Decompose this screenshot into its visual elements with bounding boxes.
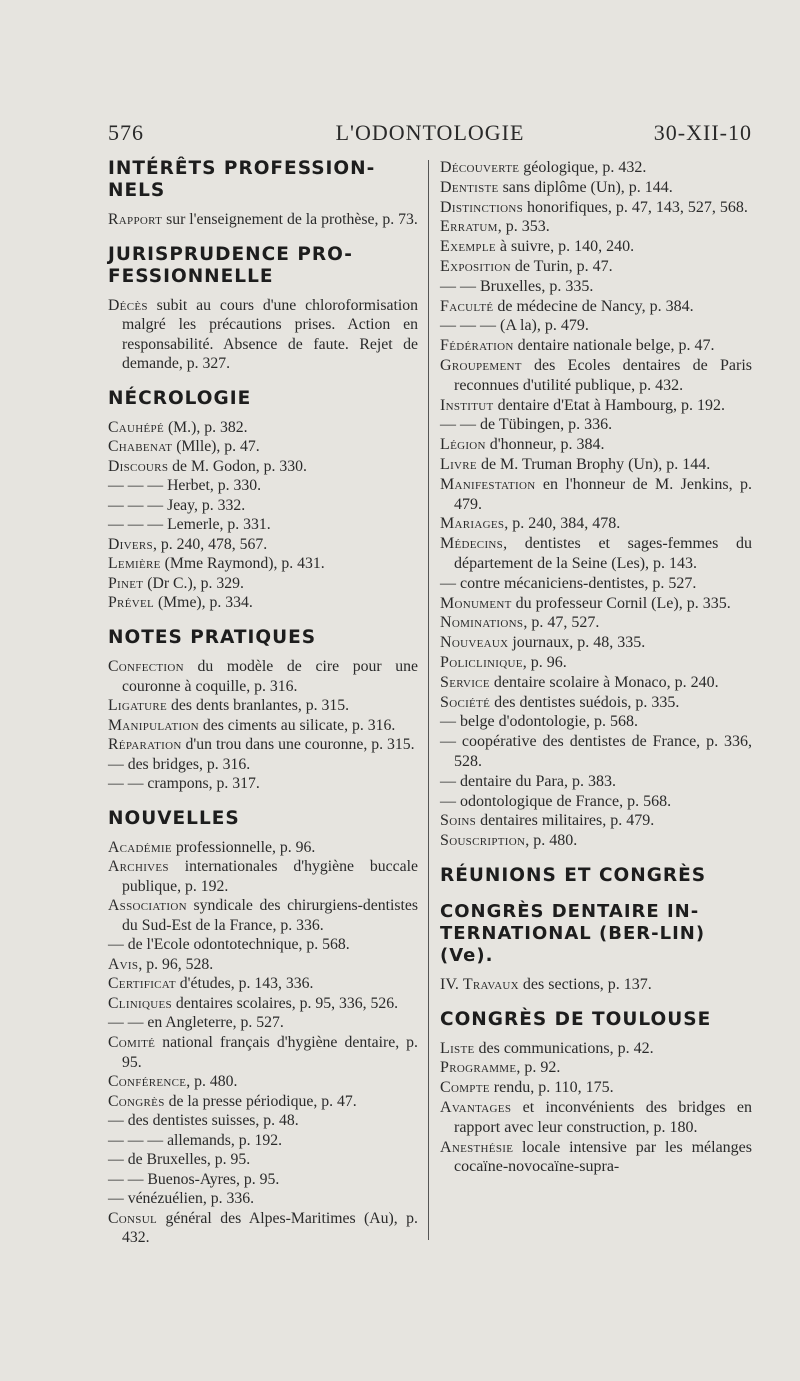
section-heading: NÉCROLOGIE (108, 387, 252, 409)
index-entry (108, 496, 418, 516)
index-entry (440, 198, 752, 218)
entry-text: , p. 353. (497, 218, 550, 236)
entry-keyword: Manipulation (108, 716, 199, 734)
index-entry (108, 418, 418, 438)
entry-keyword: Compte (440, 1079, 490, 1097)
entry-text: — — crampons, p. 317. (108, 775, 260, 793)
index-entry (440, 415, 752, 435)
entry-text: dentaires militaires, p. 479. (476, 812, 655, 830)
index-entry (440, 975, 752, 995)
entry-keyword: Réparation (108, 736, 182, 754)
entry-keyword: Exposition (440, 257, 511, 275)
index-entry (440, 653, 752, 673)
index-entry (440, 455, 752, 475)
entry-text: — — — allemands, p. 192. (108, 1131, 283, 1149)
index-entry (108, 296, 418, 374)
entry-text: des communications, p. 42. (474, 1039, 654, 1057)
entry-keyword: Souscription (440, 832, 526, 850)
entry-keyword: Service (440, 673, 490, 691)
section-heading: RÉUNIONS ET CONGRÈS (440, 864, 707, 886)
entry-text: (Mme Raymond), p. 431. (160, 555, 325, 573)
entry-text: des dents branlantes, p. 315. (167, 697, 350, 715)
entry-keyword: Rapport (108, 211, 163, 228)
index-entry (440, 257, 752, 277)
index-entry (108, 896, 418, 935)
entry-keyword: Lemière (108, 555, 161, 573)
index-entry (108, 437, 418, 457)
entry-text: — — Buenos-Ayres, p. 95. (108, 1170, 280, 1188)
index-entry (440, 514, 752, 534)
entry-text: des dentistes suédois, p. 335. (490, 693, 680, 711)
entry-keyword: Faculté (440, 297, 494, 315)
index-entry (440, 613, 752, 633)
index-entry (108, 593, 418, 613)
index-entry (108, 774, 418, 794)
entry-keyword: Programme (440, 1059, 517, 1077)
index-entry (440, 1058, 752, 1078)
index-entry (108, 515, 418, 535)
entry-text: dentaires scolaires, p. 95, 336, 526. (171, 994, 399, 1012)
entry-text: en l'honneur de M. Jenkins, p. 479. (454, 475, 752, 513)
entry-keyword: Groupement (440, 356, 522, 374)
entry-text: de la presse périodique, p. 47. (164, 1092, 357, 1110)
entry-keyword: Prével (108, 594, 154, 612)
entry-text: d'un trou dans une couronne, p. 315. (181, 736, 415, 754)
entry-text: — odontologique de France, p. 568. (440, 792, 672, 810)
index-entry (108, 1209, 418, 1248)
entry-keyword: Fédération (440, 337, 514, 355)
index-entry (108, 476, 418, 496)
index-entry (108, 1092, 418, 1112)
entry-text: , p. 240, 478, 567. (152, 535, 268, 553)
entry-text: rendu, p. 110, 175. (489, 1079, 614, 1097)
index-entry (440, 831, 752, 851)
entry-text: général des Alpes-Maritimes (Au), p. 432. (122, 1209, 418, 1247)
index-entry (108, 755, 418, 775)
entry-keyword: Association (108, 897, 187, 915)
entry-text: — — Bruxelles, p. 335. (440, 277, 594, 295)
entry-keyword: Monument (440, 594, 512, 612)
section-heading: CONGRÈS DE TOULOUSE (440, 1008, 712, 1030)
entry-text: , p. 480. (525, 832, 578, 850)
entry-keyword: Exemple (440, 238, 496, 256)
index-entry (108, 1013, 418, 1033)
entry-keyword: Cliniques (108, 994, 172, 1012)
section-heading: NOTES PRATIQUES (108, 626, 317, 648)
entry-keyword: Découverte (440, 159, 520, 176)
index-entry (440, 475, 752, 515)
entry-keyword: Travaux (462, 975, 519, 993)
entry-keyword: Consul (108, 1209, 157, 1227)
index-entry (108, 554, 418, 574)
entry-text: locale intensive par les mélanges cocaïne-novocaïne-supra- (454, 1138, 752, 1176)
index-entry (108, 857, 418, 896)
entry-text: , p. 96, 528. (138, 955, 214, 973)
index-entry (108, 1033, 418, 1072)
index-entry (440, 574, 752, 594)
index-entry (440, 158, 752, 178)
entry-text: — dentaire du Para, p. 383. (440, 772, 616, 790)
index-entry (108, 955, 418, 975)
column-divider (428, 160, 429, 1240)
entry-text: sans diplôme (Un), p. 144. (498, 178, 673, 196)
index-entry (108, 838, 418, 858)
entry-text: — — — (A la), p. 479. (440, 317, 589, 335)
index-entry (440, 336, 752, 356)
entry-keyword: Distinctions (440, 198, 523, 216)
entry-text: sur l'enseignement de la prothèse, p. 73. (162, 211, 418, 228)
entry-keyword: Ligature (108, 697, 168, 715)
index-entry (440, 1078, 752, 1098)
index-entry (440, 673, 752, 693)
index-entry (108, 1150, 418, 1170)
index-entry (108, 716, 418, 736)
entry-keyword: Avantages (440, 1099, 512, 1117)
entry-keyword: Manifestation (440, 475, 536, 493)
index-entry (440, 1098, 752, 1138)
index-entry (440, 772, 752, 792)
index-entry (108, 574, 418, 594)
entry-keyword: Anesthésie (440, 1138, 514, 1156)
index-entry (108, 535, 418, 555)
entry-keyword: Liste (440, 1039, 475, 1057)
entry-text: subit au cours d'une chloroformisation malgré les précautions prises. Action en responsabilité. Absence de faute. Rejet de demande, p. 327. (122, 296, 418, 373)
entry-keyword: Médecins (440, 535, 504, 553)
entry-text: des ciments au silicate, p. 316. (198, 716, 396, 734)
entry-text: , p. 240, 384, 478. (504, 515, 621, 533)
index-entry (440, 792, 752, 812)
entry-text: d'honneur, p. 384. (485, 436, 605, 454)
index-entry (108, 1131, 418, 1151)
entry-text: journaux, p. 48, 335. (508, 634, 646, 652)
entry-text: IV. (440, 975, 463, 993)
entry-text: — coopérative des dentistes de France, p. 336, 528. (440, 733, 752, 770)
entry-text: , p. 47, 527. (523, 614, 600, 632)
entry-text: — — — Herbet, p. 330. (108, 477, 262, 495)
index-entry (440, 732, 752, 772)
entry-keyword: Légion (440, 436, 486, 454)
entry-text: — vénézuélien, p. 336. (108, 1190, 255, 1208)
index-entry (440, 316, 752, 336)
entry-keyword: Livre (440, 455, 477, 473)
entry-text: (Mme), p. 334. (154, 594, 253, 612)
entry-text: professionnelle, p. 96. (171, 838, 316, 856)
entry-keyword: Cauhépé (108, 418, 164, 436)
index-entry (440, 217, 752, 237)
entry-text: , p. 480. (186, 1073, 238, 1091)
issue-date: 30-XII-10 (653, 120, 752, 145)
entry-text: du modèle de cire pour une couronne à coquille, p. 316. (122, 657, 418, 695)
entry-text: — de Bruxelles, p. 95. (108, 1151, 251, 1169)
entry-text: des Ecoles dentaires de Paris reconnues d'utilité publique, p. 432. (454, 356, 752, 394)
entry-text: — — en Angleterre, p. 527. (108, 1014, 284, 1032)
page-number: 576 (108, 120, 144, 145)
entry-text: dentaire scolaire à Monaco, p. 240. (489, 673, 719, 691)
entry-text: — des bridges, p. 316. (108, 755, 251, 773)
entry-keyword: Certificat (108, 975, 176, 993)
entry-text: des sections, p. 137. (518, 975, 652, 993)
running-header (108, 120, 752, 148)
entry-text: d'études, p. 143, 336. (175, 975, 314, 993)
entry-keyword: Dentiste (440, 178, 499, 196)
entry-keyword: Chabenat (108, 438, 173, 456)
entry-keyword: Société (440, 693, 491, 711)
entry-text: de médecine de Nancy, p. 384. (493, 297, 694, 315)
entry-keyword: Avis (108, 955, 139, 973)
entry-text: du professeur Cornil (Le), p. 335. (511, 594, 731, 612)
entry-keyword: Congrès (108, 1092, 165, 1110)
index-entry (108, 696, 418, 716)
entry-text: — des dentistes suisses, p. 48. (108, 1112, 299, 1130)
entry-keyword: Discours (108, 457, 169, 475)
entry-keyword: Policlinique (440, 653, 523, 671)
entry-text: à suivre, p. 140, 240. (495, 238, 635, 256)
entry-text: , dentistes et sages-femmes du département de la Seine (Les), p. 143. (454, 535, 752, 572)
index-entry (108, 657, 418, 696)
index-entry (440, 693, 752, 713)
section-heading: CONGRÈS DENTAIRE IN-TERNATIONAL (BER-LIN) (Ve). (440, 900, 706, 966)
index-entry (440, 811, 752, 831)
entry-text: de M. Godon, p. 330. (168, 457, 307, 475)
entry-text: (M.), p. 382. (164, 418, 248, 436)
entry-text: (Dr C.), p. 329. (143, 574, 244, 592)
entry-text: syndicale des chirurgiens-dentistes du Sud-Est de la France, p. 336. (122, 897, 418, 934)
entry-text: (Mlle), p. 47. (172, 438, 260, 456)
entry-keyword: Décès (108, 296, 148, 314)
entry-text: , p. 96. (522, 653, 567, 671)
index-entry (440, 712, 752, 732)
entry-text: — — — Jeay, p. 332. (108, 496, 246, 514)
entry-keyword: Soins (440, 812, 477, 830)
entry-keyword: Nouveaux (440, 634, 509, 652)
index-entry (440, 435, 752, 455)
entry-keyword: Académie (108, 838, 172, 856)
entry-text: honorifiques, p. 47, 143, 527, 568. (523, 198, 748, 216)
entry-text: — contre mécaniciens-dentistes, p. 527. (440, 574, 697, 592)
entry-text: — de l'Ecole odontotechnique, p. 568. (108, 936, 350, 954)
entry-text: et inconvénients des bridges en rapport avec leur construction, p. 180. (454, 1099, 752, 1136)
index-entry (108, 1170, 418, 1190)
index-entry (440, 396, 752, 416)
entry-keyword: Erratum (440, 218, 498, 236)
entry-keyword: Conférence (108, 1073, 187, 1091)
entry-keyword: Institut (440, 396, 494, 414)
entry-text: internationales d'hygiène buccale publique, p. 192. (122, 858, 418, 895)
entry-text: , p. 92. (516, 1059, 561, 1077)
entry-text: géologique, p. 432. (519, 159, 647, 176)
entry-text: — — — Lemerle, p. 331. (108, 516, 271, 534)
index-entry (108, 935, 418, 955)
index-entry (108, 974, 418, 994)
index-entry (440, 534, 752, 574)
index-entry (108, 1189, 418, 1209)
index-entry (440, 237, 752, 257)
index-entry (108, 994, 418, 1014)
entry-keyword: Pinet (108, 574, 144, 592)
entry-text: — — de Tübingen, p. 336. (440, 416, 613, 434)
entry-text: — belge d'odontologie, p. 568. (440, 713, 638, 731)
entry-keyword: Mariages (440, 515, 505, 533)
index-entry (440, 297, 752, 317)
index-entry (108, 457, 418, 477)
entry-keyword: Comité (108, 1034, 156, 1051)
index-entry (108, 210, 418, 230)
section-heading: NOUVELLES (108, 807, 240, 829)
index-entry (108, 735, 418, 755)
index-entry (440, 178, 752, 198)
entry-keyword: Confection (108, 657, 184, 675)
index-entry (440, 633, 752, 653)
section-heading: INTÉRÊTS PROFESSION-NELS (108, 158, 376, 201)
right-column (440, 158, 752, 1177)
index-entry (440, 1039, 752, 1059)
index-entry (108, 1111, 418, 1131)
entry-text: de Turin, p. 47. (510, 257, 613, 275)
left-column (108, 158, 418, 1248)
index-entry (440, 277, 752, 297)
entry-keyword: Divers (108, 535, 153, 553)
journal-title: L'ODONTOLOGIE (335, 120, 525, 145)
entry-text: dentaire d'Etat à Hambourg, p. 192. (493, 396, 725, 414)
entry-keyword: Nominations (440, 614, 524, 632)
entry-text: national français d'hygiène dentaire, p. 95. (122, 1034, 418, 1071)
section-heading: JURISPRUDENCE PRO-FESSIONNELLE (108, 243, 353, 287)
index-entry (440, 1138, 752, 1178)
entry-keyword: Archives (108, 858, 169, 876)
entry-text: dentaire nationale belge, p. 47. (513, 337, 715, 355)
index-entry (108, 1072, 418, 1092)
entry-text: de M. Truman Brophy (Un), p. 144. (476, 455, 711, 473)
index-entry (440, 594, 752, 614)
index-entry (440, 356, 752, 396)
